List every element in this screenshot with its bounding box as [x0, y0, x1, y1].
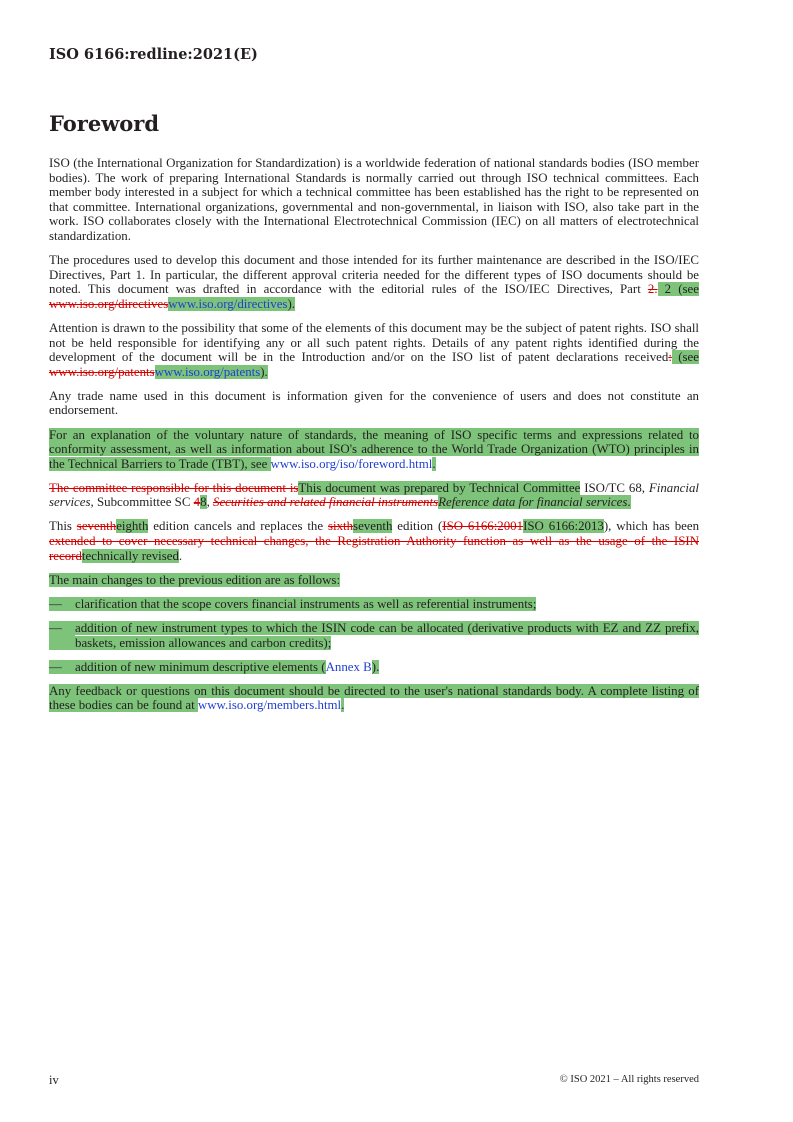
inserted-text: Any feedback or questions on this document should be directed to the user's national standards body. A complete listing of these bodies can be found at: [49, 683, 699, 713]
deleted-text: :: [668, 350, 672, 365]
procedures-text: The procedures used to develop this document and those intended for its further maintenance are described in the ISO/IEC Directives, Part 1. In particular, the different approval criteria needed for the different types of ISO documents should be noted. This document was drafted in accordance with the editorial rules of the ISO/IEC Directives, Part: [49, 253, 699, 297]
punctuation: ,: [206, 495, 214, 510]
paragraph-patents: [49, 321, 699, 379]
deleted-text: extended to cover necessary technical changes, the Registration Authority function as well as the usage of the ISIN record: [49, 534, 699, 563]
paragraph-main-changes: [49, 573, 699, 588]
paragraph-voluntary-nature: [49, 428, 699, 472]
foreword-body: [49, 156, 699, 722]
paragraph-edition: [49, 519, 699, 563]
list-item: [49, 621, 699, 650]
paragraph-feedback: [49, 684, 699, 713]
deleted-link-text: www.iso.org/directives: [49, 296, 169, 311]
list-item-text: addition of new instrument types to which the ISIN code can be allocated (derivative products with EZ and ZZ prefix, baskets, emission allowances and carbon credits);: [75, 620, 699, 650]
list-dash: —: [49, 660, 75, 675]
inserted-text: 8: [200, 495, 207, 510]
inserted-text: .: [627, 495, 631, 510]
edition-text: This: [49, 519, 77, 534]
inserted-text: The main changes to the previous edition are as follows:: [49, 572, 341, 587]
deleted-link-text: www.iso.org/patents: [49, 364, 155, 379]
subcommittee-text: Subcommittee SC: [93, 495, 194, 510]
deleted-text: sixth: [327, 519, 354, 534]
members-link[interactable]: www.iso.org/members.html: [197, 698, 342, 713]
document-page: [49, 0, 699, 1122]
list-item-text: addition of new minimum descriptive elements (: [75, 659, 326, 674]
annex-b-link[interactable]: Annex B: [325, 659, 372, 674]
inserted-text: ISO 6166:2013: [523, 519, 604, 534]
inserted-text: 2 (see: [657, 282, 699, 297]
deleted-text: seventh: [76, 519, 117, 534]
paragraph-committee: [49, 481, 699, 510]
patents-text: Attention is drawn to the possibility that some of the elements of this document may be the subject of patent rights. ISO shall not be held responsible for identifying any or all such patent rights. Details of any patent rights identified during the development of the document will be in the Introduction and/or on the ISO list of patent declarations received: [49, 320, 699, 365]
inserted-text: .: [432, 456, 436, 471]
foreword-link[interactable]: www.iso.org/iso/foreword.html: [270, 456, 433, 471]
deleted-text: 4: [193, 495, 201, 510]
edition-text: ), which has been: [603, 519, 700, 534]
inserted-text: (see: [671, 350, 699, 365]
committee-name: Financial services,: [49, 480, 699, 510]
list-item: [49, 597, 699, 612]
deleted-text: Securities and related financial instruments: [213, 495, 439, 510]
inserted-text: For an explanation of the voluntary nature of standards, the meaning of ISO specific terms and expressions related to conformity assessment, as well as information about ISO's adherence to the World Trade Organization (WTO) principles in the Technical Barriers to Trade (TBT), see: [49, 427, 699, 471]
inserted-text: This document was prepared by Technical Committee: [298, 480, 581, 495]
deleted-text: The committee responsible for this document is: [49, 480, 299, 495]
edition-text: edition (: [392, 519, 443, 534]
inserted-text: .: [341, 698, 345, 713]
inserted-text: seventh: [353, 519, 393, 534]
paragraph-procedures: [49, 253, 699, 311]
punctuation: .: [178, 548, 183, 563]
copyright-notice: © ISO 2021 – All rights reserved: [559, 1074, 699, 1085]
deleted-text: 2.: [647, 282, 658, 297]
list-dash: —: [49, 621, 75, 650]
list-dash: —: [49, 597, 75, 612]
page-number: iv: [49, 1073, 59, 1087]
patents-link[interactable]: www.iso.org/patents: [154, 364, 261, 379]
edition-text: edition cancels and replaces the: [148, 519, 328, 534]
deleted-text: ISO 6166:2001: [442, 519, 524, 534]
inserted-text: ).: [287, 296, 295, 311]
paragraph-trade-name: Any trade name used in this document is information given for the convenience of users and does not constitute an endorsement.: [49, 388, 699, 418]
document-id: ISO 6166:redline:2021(E): [49, 46, 258, 63]
inserted-text: eighth: [116, 519, 149, 534]
inserted-text: Reference data for financial services: [438, 495, 628, 510]
paragraph-iso-intro: ISO (the International Organization for Standardization) is a worldwide federation of national standards bodies (ISO member bodies). The work of preparing International Standards is normally carried out through ISO technical committees. Each member body interested in a subject for which a technical committee has been established has the right to be represented on that committee. International organizations, governmental and non-governmental, in liaison with ISO, also take part in the work. ISO collaborates closely with the International Electrotechnical Commission (IEC) on all matters of electrotechnical standardization.: [49, 156, 699, 243]
list-item: [49, 660, 699, 675]
committee-text: ISO/TC 68,: [580, 480, 649, 495]
directives-link[interactable]: www.iso.org/directives: [168, 296, 288, 311]
inserted-text: technically revised: [81, 548, 179, 563]
page-title: Foreword: [49, 111, 160, 136]
inserted-text: ).: [260, 364, 268, 379]
list-item-text: ).: [371, 659, 380, 674]
list-item-text: clarification that the scope covers financial instruments as well as referential instruments;: [75, 596, 537, 611]
